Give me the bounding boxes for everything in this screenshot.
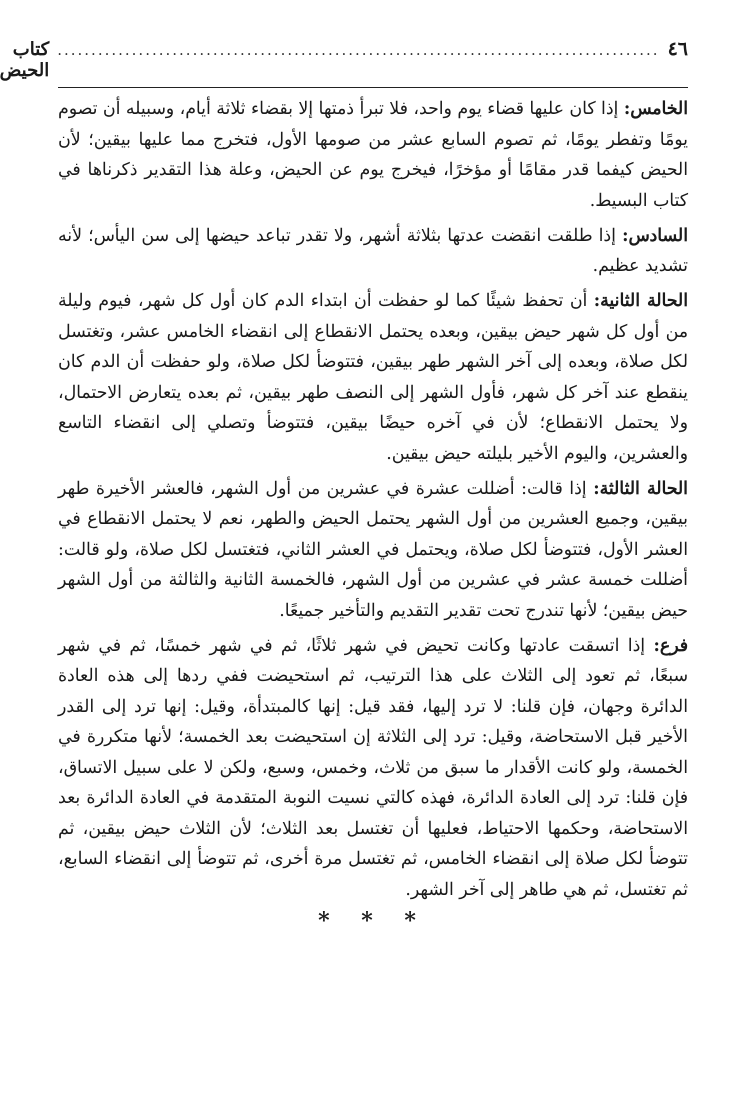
paragraph-third-case: [58, 474, 688, 627]
paragraph-lead: الحالة الثانية:: [593, 291, 688, 311]
paragraph-text: إذا طلقت انقضت عدتها بثلاثة أشهر، ولا تقدر تباعد حيضها إلى سن اليأس؛ لأنه تشديد عظيم.: [58, 225, 688, 276]
paragraph-branch: [58, 631, 688, 906]
paragraph-second-case: [58, 286, 688, 469]
running-title: كتاب الحيض: [0, 39, 50, 81]
page-number: ٤٦: [667, 38, 688, 60]
paragraph-fifth: [58, 94, 688, 216]
page-header: [0, 38, 688, 88]
page-body: [58, 94, 688, 905]
paragraph-text: إذا كان عليها قضاء يوم واحد، فلا تبرأ ذمتها إلا بقضاء ثلاثة أيام، وسبيله أن تصوم يومًا وتفطر يومًا، ثم تصوم السابع عشر من صومها الأول، فتخرج مما عليها بيقين؛ لأن الحيض كيفما قدر مقامًا أو مؤخرًا، فيخرج يوم عن الحيض، وعلة هذا التقدير ذكرناها في كتاب البسيط.: [58, 99, 688, 211]
paragraph-lead: الخامس:: [623, 99, 688, 119]
paragraph-lead: الحالة الثالثة:: [593, 478, 688, 499]
paragraph-sixth: [58, 221, 688, 282]
paragraph-text: إذا اتسقت عادتها وكانت تحيض في شهر ثلاثًا، ثم في شهر خمسًا، ثم في شهر سبعًا، ثم تعود إلى الثلاث على هذا الترتيب، ثم استحيضت ففي ردها إلى هذه العادة الدائرة وجهان، فإن قلنا: لا ترد إليها، فقد قيل: إنها كالمبتدأة، وقيل: إنها ترد إلى القدر الأخير قبل الاستحاضة، وقيل: ترد إلى الثلاثة إن استحيضت بعد الخمسة؛ لأنها متكررة في الخمسة، ولو كانت الأقدار ما سبق من ثلاث، وخمس، وسبع، ولكن لا على سبيل الاتساق، فإن قلنا: ترد إلى العادة الدائرة، فهذه كالتي نسيت النوبة المتقدمة في العادة الدائرة بعد الاستحاضة، وحكمها الاحتياط، فعليها أن تغتسل بعد الثلاث؛ لأن الثلاث حيض بيقين، ثم تتوضأ لكل صلاة إلى انقضاء الخامس، ثم تغتسل مرة أخرى، ثم تتوضأ إلى انقضاء السابع، ثم تغتسل، ثم هي طاهر إلى آخر الشهر.: [58, 635, 688, 900]
paragraph-lead: السادس:: [622, 225, 688, 246]
section-end-stars: * * *: [318, 908, 428, 934]
paragraph-text: أن تحفظ شيئًا كما لو حفظت أن ابتداء الدم كان أول كل شهر، فيوم وليلة من أول كل شهر حيض بيقين، وبعده يحتمل الانقطاع إلى انقضاء الخامس عشر، وتغتسل لكل صلاة، وبعده إلى آخر الشهر طهر بيقين، فتتوضأ لكل صلاة، ولو حفظت أن الدم كان ينقطع عند آخر كل شهر، فأول الشهر إلى النصف طهر بيقين، ثم بعده يتعارض الاحتمال، ولا يحتمل الانقطاع؛ لأن في آخره حيضًا بيقين، فتتوضأ وتصلي إلى انقضاء التاسع والعشرين، واليوم الأخير بليلته حيض بيقين.: [58, 291, 688, 464]
leader-dots: .........................................................................................: [57, 41, 660, 59]
paragraph-lead: فرع:: [653, 635, 688, 656]
paragraph-text: إذا قالت: أضللت عشرة في عشرين من أول الشهر، فالعشر الأخيرة طهر بيقين، وجميع العشرين من أول الشهر يحتمل الحيض والطهر، نعم لا يحتمل الانقطاع في العشر الأول، فتتوضأ لكل صلاة، ويحتمل في العشر الثاني، فتغتسل لكل صلاة، ولو قالت: أضللت خمسة عشر في عشرين من أول الشهر، فالخمسة الثانية والثالثة من أول الشهر حيض بيقين؛ لأنها تندرج تحت تقدير التقديم والتأخير جميعًا.: [58, 478, 688, 621]
